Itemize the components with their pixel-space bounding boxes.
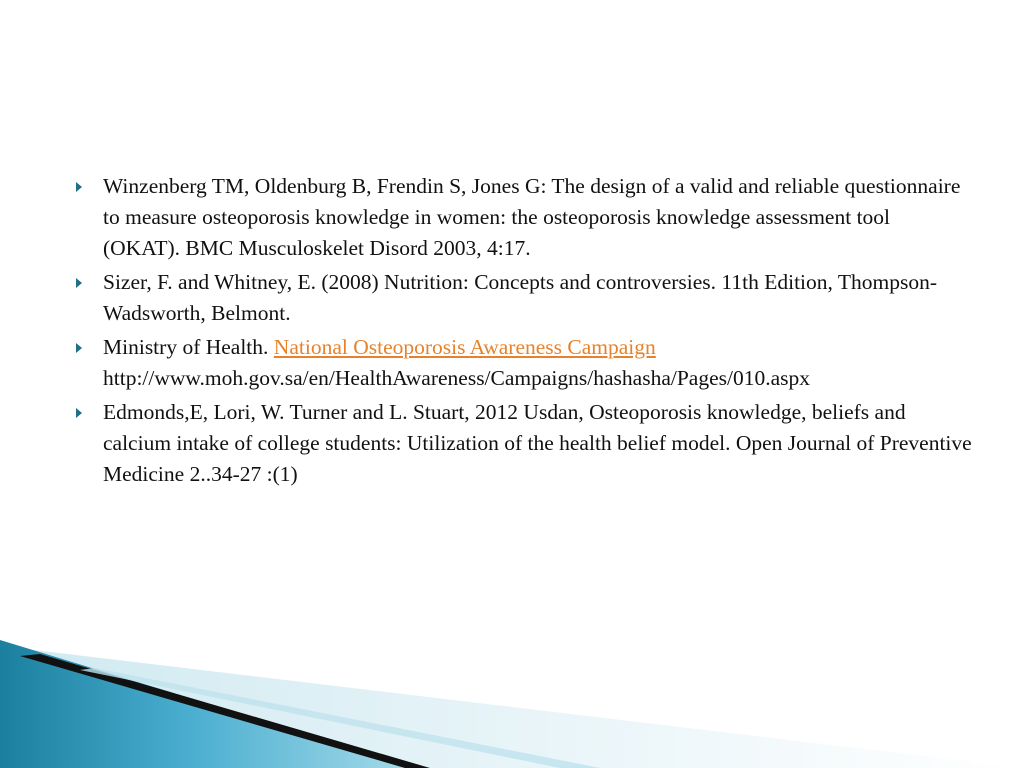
reference-list	[72, 171, 972, 493]
triangle-bullet-icon	[76, 182, 82, 192]
reference-item	[72, 171, 972, 264]
reference-prefix: Ministry of Health.	[103, 335, 274, 359]
campaign-link[interactable]: National Osteoporosis Awareness Campaign	[273, 335, 656, 359]
triangle-bullet-icon	[76, 408, 82, 418]
reference-text: Winzenberg TM, Oldenburg B, Frendin S, Jones G: The design of a valid and reliable questionnaire to measure osteoporosis knowledge in women: the osteoporosis knowledge assessment tool (OKAT). BMC Musculoskelet Disord 2003, 4:17.	[103, 174, 961, 260]
triangle-bullet-icon	[76, 343, 82, 353]
reference-item	[72, 332, 972, 394]
footer-decoration	[0, 638, 1024, 768]
reference-url: http://www.moh.gov.sa/en/HealthAwareness/Campaigns/hashasha/Pages/010.aspx	[103, 366, 811, 390]
reference-item	[72, 267, 972, 329]
triangle-bullet-icon	[76, 278, 82, 288]
reference-item	[72, 397, 972, 490]
reference-text: Sizer, F. and Whitney, E. (2008) Nutrition: Concepts and controversies. 11th Edition, Thompson-Wadsworth, Belmont.	[103, 270, 938, 325]
reference-text: Edmonds,E, Lori, W. Turner and L. Stuart, 2012 Usdan, Osteoporosis knowledge, beliefs and calcium intake of college students: Utilization of the health belief model. Open Journal of Preventive Medicine 2..34-27 :(1)	[103, 400, 972, 486]
